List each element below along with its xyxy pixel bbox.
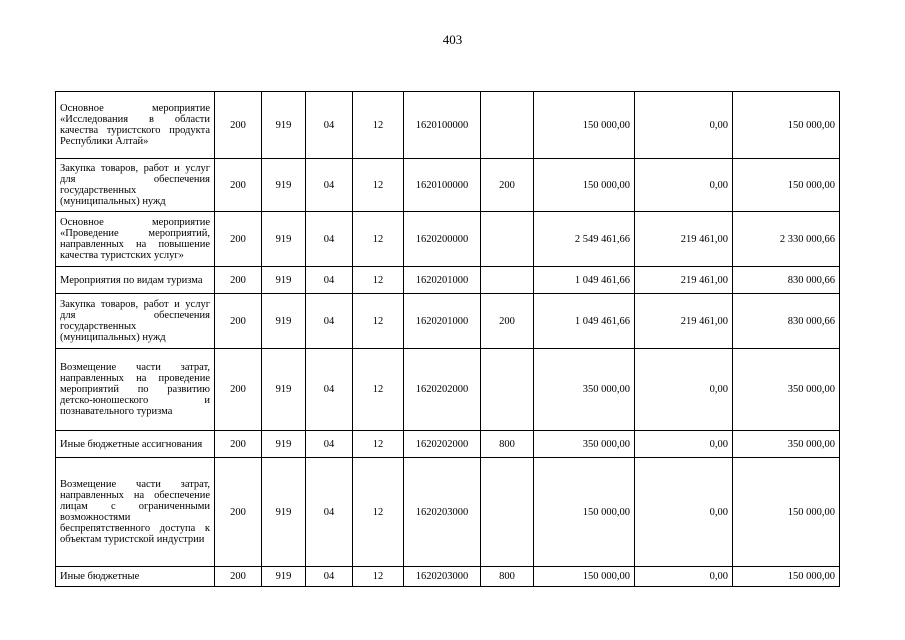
cell-rz: 04 bbox=[306, 458, 353, 567]
cell-total: 1 049 461,66 bbox=[534, 267, 635, 294]
cell-total: 350 000,00 bbox=[534, 431, 635, 458]
table-row bbox=[56, 349, 840, 431]
cell-ved: 919 bbox=[262, 458, 306, 567]
cell-fed: 0,00 bbox=[635, 349, 733, 431]
cell-grbs: 200 bbox=[215, 92, 262, 159]
cell-total: 150 000,00 bbox=[534, 567, 635, 587]
row-name: Закупка товаров, работ и услуг для обеспечения государственных (муниципальных) нужд bbox=[56, 159, 215, 212]
table-row bbox=[56, 458, 840, 567]
cell-total: 150 000,00 bbox=[534, 159, 635, 212]
cell-rep: 2 330 000,66 bbox=[733, 212, 840, 267]
row-name: Иные бюджетные ассигнования bbox=[56, 431, 215, 458]
cell-pr: 12 bbox=[353, 159, 404, 212]
cell-rep: 150 000,00 bbox=[733, 458, 840, 567]
cell-total: 150 000,00 bbox=[534, 458, 635, 567]
cell-pr: 12 bbox=[353, 458, 404, 567]
row-name: Возмещение части затрат, направленных на обеспечение лицам с ограниченными возможностями беспрепятственного доступа к объектам туристской индустрии bbox=[56, 458, 215, 567]
table-body bbox=[56, 92, 840, 587]
cell-pr: 12 bbox=[353, 267, 404, 294]
cell-rz: 04 bbox=[306, 92, 353, 159]
cell-csr: 1620202000 bbox=[404, 349, 481, 431]
cell-ved: 919 bbox=[262, 294, 306, 349]
cell-vr: 200 bbox=[481, 159, 534, 212]
budget-table bbox=[55, 91, 840, 587]
cell-fed: 0,00 bbox=[635, 431, 733, 458]
cell-grbs: 200 bbox=[215, 159, 262, 212]
row-name: Иные бюджетные bbox=[56, 567, 215, 587]
cell-fed: 0,00 bbox=[635, 567, 733, 587]
cell-total: 1 049 461,66 bbox=[534, 294, 635, 349]
cell-grbs: 200 bbox=[215, 294, 262, 349]
cell-fed: 0,00 bbox=[635, 92, 733, 159]
cell-ved: 919 bbox=[262, 349, 306, 431]
cell-fed: 0,00 bbox=[635, 458, 733, 567]
cell-grbs: 200 bbox=[215, 567, 262, 587]
cell-pr: 12 bbox=[353, 349, 404, 431]
cell-rz: 04 bbox=[306, 431, 353, 458]
cell-rep: 830 000,66 bbox=[733, 267, 840, 294]
cell-rz: 04 bbox=[306, 159, 353, 212]
cell-ved: 919 bbox=[262, 567, 306, 587]
cell-fed: 219 461,00 bbox=[635, 294, 733, 349]
cell-rz: 04 bbox=[306, 349, 353, 431]
cell-csr: 1620100000 bbox=[404, 159, 481, 212]
cell-pr: 12 bbox=[353, 567, 404, 587]
cell-csr: 1620201000 bbox=[404, 294, 481, 349]
cell-vr bbox=[481, 267, 534, 294]
table-row bbox=[56, 294, 840, 349]
cell-grbs: 200 bbox=[215, 267, 262, 294]
cell-total: 350 000,00 bbox=[534, 349, 635, 431]
cell-total: 150 000,00 bbox=[534, 92, 635, 159]
cell-grbs: 200 bbox=[215, 349, 262, 431]
table-row bbox=[56, 267, 840, 294]
cell-rep: 150 000,00 bbox=[733, 159, 840, 212]
table-row bbox=[56, 431, 840, 458]
cell-fed: 0,00 bbox=[635, 159, 733, 212]
cell-pr: 12 bbox=[353, 431, 404, 458]
cell-ved: 919 bbox=[262, 431, 306, 458]
cell-ved: 919 bbox=[262, 267, 306, 294]
cell-ved: 919 bbox=[262, 159, 306, 212]
table-row bbox=[56, 159, 840, 212]
row-name: Возмещение части затрат, направленных на проведение мероприятий по развитию детско-юношеского и познавательного туризма bbox=[56, 349, 215, 431]
cell-csr: 1620202000 bbox=[404, 431, 481, 458]
cell-rep: 150 000,00 bbox=[733, 92, 840, 159]
cell-rz: 04 bbox=[306, 267, 353, 294]
table-row bbox=[56, 212, 840, 267]
cell-csr: 1620201000 bbox=[404, 267, 481, 294]
cell-vr: 800 bbox=[481, 431, 534, 458]
cell-rz: 04 bbox=[306, 294, 353, 349]
cell-pr: 12 bbox=[353, 294, 404, 349]
cell-vr: 200 bbox=[481, 294, 534, 349]
cell-ved: 919 bbox=[262, 92, 306, 159]
cell-csr: 1620200000 bbox=[404, 212, 481, 267]
cell-vr bbox=[481, 212, 534, 267]
cell-rep: 830 000,66 bbox=[733, 294, 840, 349]
cell-rz: 04 bbox=[306, 567, 353, 587]
cell-grbs: 200 bbox=[215, 212, 262, 267]
cell-rep: 350 000,00 bbox=[733, 349, 840, 431]
page-number: 403 bbox=[442, 32, 463, 47]
row-name: Основное мероприятие «Исследования в области качества туристского продукта Республики Алтай» bbox=[56, 92, 215, 159]
cell-csr: 1620203000 bbox=[404, 567, 481, 587]
cell-vr bbox=[481, 92, 534, 159]
cell-total: 2 549 461,66 bbox=[534, 212, 635, 267]
row-name: Мероприятия по видам туризма bbox=[56, 267, 215, 294]
cell-fed: 219 461,00 bbox=[635, 267, 733, 294]
table-row bbox=[56, 567, 840, 587]
cell-csr: 1620203000 bbox=[404, 458, 481, 567]
row-name: Основное мероприятие «Проведение мероприятий, направленных на повышение качества туристских услуг» bbox=[56, 212, 215, 267]
cell-vr: 800 bbox=[481, 567, 534, 587]
row-name: Закупка товаров, работ и услуг для обеспечения государственных (муниципальных) нужд bbox=[56, 294, 215, 349]
cell-grbs: 200 bbox=[215, 431, 262, 458]
cell-ved: 919 bbox=[262, 212, 306, 267]
cell-grbs: 200 bbox=[215, 458, 262, 567]
cell-rep: 350 000,00 bbox=[733, 431, 840, 458]
cell-pr: 12 bbox=[353, 212, 404, 267]
cell-csr: 1620100000 bbox=[404, 92, 481, 159]
cell-rep: 150 000,00 bbox=[733, 567, 840, 587]
table-row bbox=[56, 92, 840, 159]
cell-fed: 219 461,00 bbox=[635, 212, 733, 267]
cell-vr bbox=[481, 349, 534, 431]
cell-pr: 12 bbox=[353, 92, 404, 159]
cell-rz: 04 bbox=[306, 212, 353, 267]
cell-vr bbox=[481, 458, 534, 567]
